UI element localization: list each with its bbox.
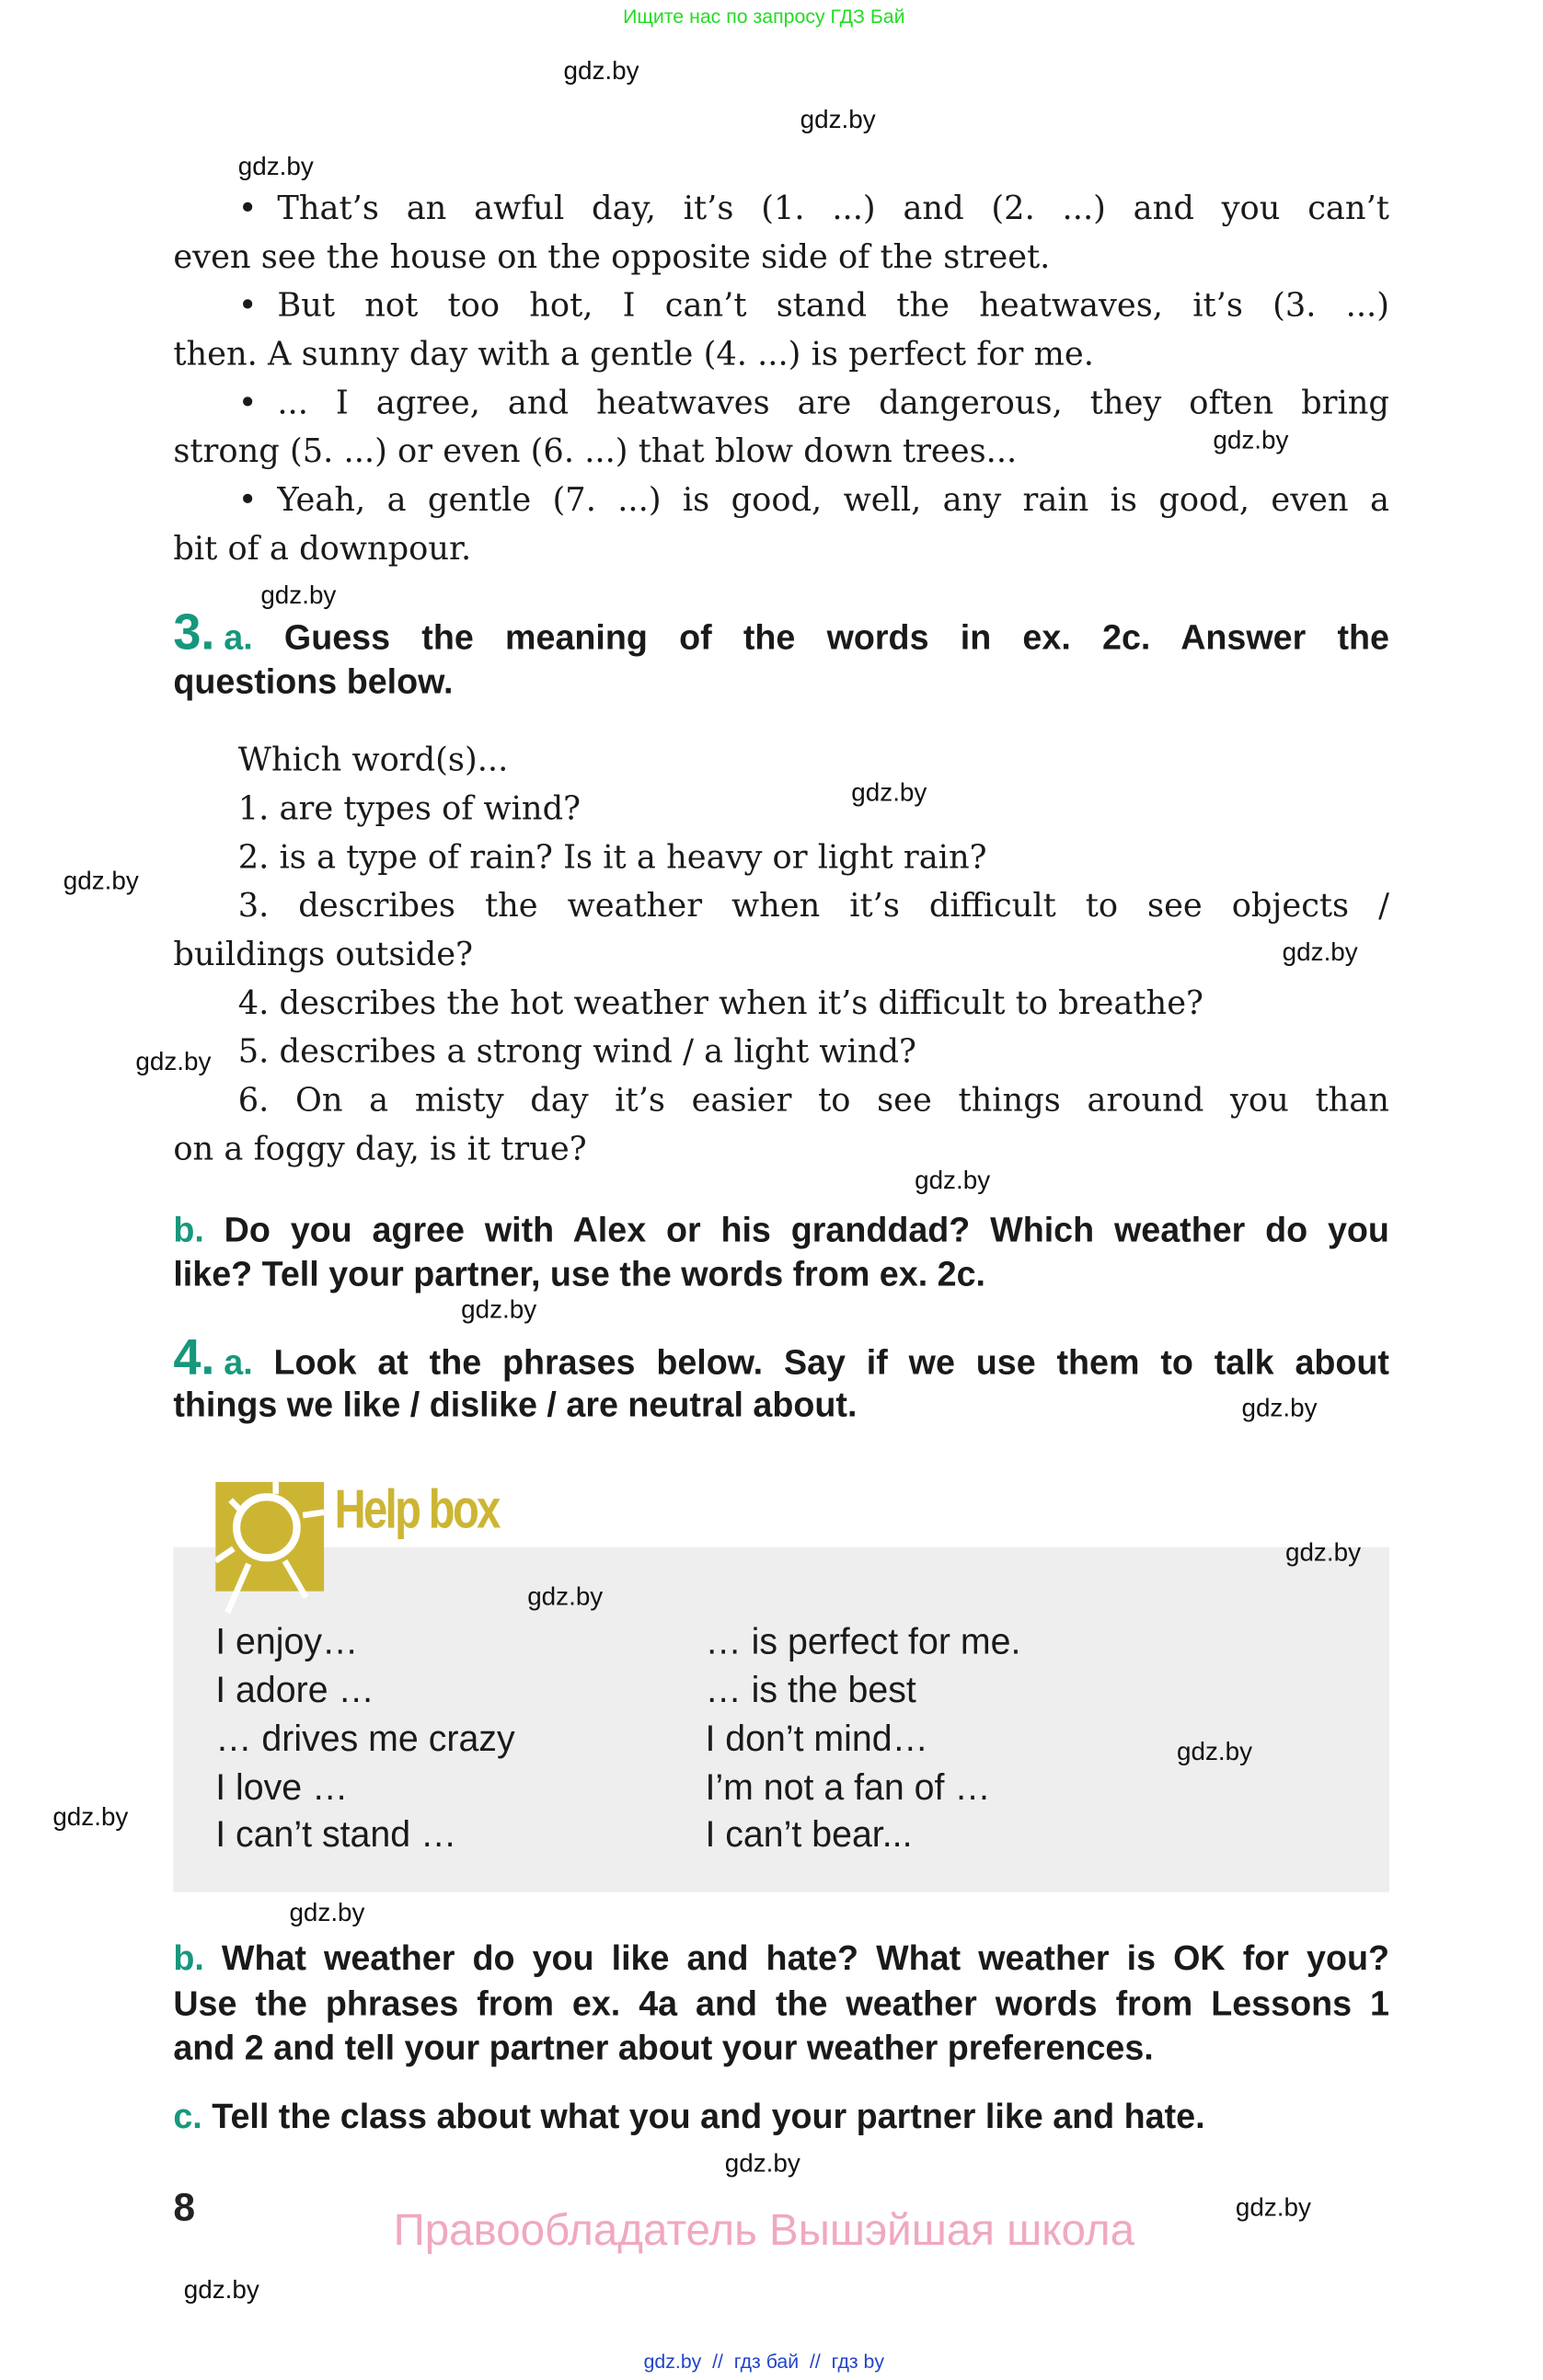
watermark: gdz.by: [183, 2275, 259, 2305]
dialogue-line: strong (5. ...) or even (6. ...) that blow down trees...: [173, 432, 1018, 472]
question: on a foggy day, is it true?: [173, 1131, 587, 1169]
watermark: gdz.by: [135, 1047, 212, 1076]
dialogue-text: Yeah, a gentle (7. ...) is good, well, any rain is good, even a: [277, 481, 1389, 520]
phrase: I can’t bear...: [705, 1814, 913, 1857]
exercise-3b: [173, 1208, 1389, 1250]
watermark: gdz.by: [915, 1166, 991, 1195]
dialogue-line: [238, 189, 1389, 231]
dialogue-text: But not too hot, I can’t stand the heatwaves, it’s (3. ...): [277, 287, 1389, 326]
question: 5. describes a strong wind / a light wind?: [237, 1033, 916, 1072]
dialogue-text: ... I agree, and heatwaves are dangerous, they often bring: [277, 384, 1389, 423]
footer-links[interactable]: gdz.by // гдз бай // гдз by: [643, 2349, 885, 2373]
phrase: … is perfect for me.: [705, 1621, 1021, 1663]
watermark: gdz.by: [563, 56, 639, 86]
dialogue-line: bit of a downpour.: [173, 530, 472, 569]
watermark: gdz.by: [63, 866, 139, 896]
phrase: I adore …: [215, 1670, 374, 1712]
question-intro: Which word(s)...: [237, 742, 509, 780]
dialogue-line: [238, 286, 1389, 328]
help-box-title: Help box: [334, 1477, 499, 1540]
exercise-4a-heading: [173, 1328, 1389, 1385]
question: 6. On a misty day it’s easier to see things around you than: [237, 1082, 1389, 1121]
dialogue-text: That’s an awful day, it’s (1. ...) and (2. ...) and you can’t: [277, 190, 1389, 228]
watermark: gdz.by: [461, 1294, 537, 1324]
exercise-3b-cont: like? Tell your partner, use the words from ex. 2c.: [173, 1253, 986, 1293]
exercise-4b-cont: and 2 and tell your partner about your weather preferences.: [173, 2027, 1154, 2067]
phrase: I don’t mind…: [705, 1719, 928, 1761]
watermark: gdz.by: [1241, 1393, 1318, 1423]
copyright-notice: Правообладатель Вышэйшая школа: [393, 2206, 1135, 2256]
question: 2. is a type of rain? Is it a heavy or light rain?: [237, 838, 987, 878]
phrase: … is the best: [705, 1670, 916, 1712]
dialogue-line: even see the house on the opposite side of the street.: [173, 238, 1051, 277]
dialogue-line: [238, 383, 1389, 425]
watermark: gdz.by: [527, 1581, 604, 1612]
sun-icon: [215, 1482, 336, 1619]
bullet-icon: •: [237, 287, 258, 326]
bullet-icon: •: [237, 481, 258, 520]
question: buildings outside?: [173, 936, 473, 974]
exercise-number: 4.: [173, 1328, 215, 1385]
phrase: I enjoy…: [215, 1621, 359, 1663]
task-text: What weather do you like and hate? What weather is OK for you?: [221, 1937, 1389, 1978]
watermark: gdz.by: [1235, 2192, 1311, 2223]
question: 1. are types of wind?: [237, 790, 582, 829]
watermark: gdz.by: [800, 104, 876, 134]
phrase: I can’t stand …: [215, 1814, 457, 1857]
task-letter: b.: [173, 1209, 204, 1249]
exercise-number: 3.: [173, 603, 215, 660]
exercise-3a-heading: [173, 603, 1389, 660]
phrase: … drives me crazy: [215, 1719, 515, 1761]
dialogue-line: then. A sunny day with a gentle (4. ...) is perfect for me.: [173, 336, 1094, 374]
page-number: 8: [173, 2183, 196, 2230]
exercise-4b: [173, 1937, 1389, 1979]
exercise-4b-cont: Use the phrases from ex. 4a and the weather words from Lessons 1: [173, 1983, 1389, 2023]
watermark: gdz.by: [724, 2148, 800, 2179]
watermark: gdz.by: [1177, 1737, 1253, 1766]
dialogue-line: [238, 480, 1389, 523]
watermark: gdz.by: [1282, 937, 1358, 967]
exercise-4a-heading-cont: things we like / dislike / are neutral about.: [173, 1384, 858, 1424]
task-letter: c.: [173, 2096, 202, 2136]
task-letter: a.: [224, 616, 253, 657]
watermark: gdz.by: [260, 581, 337, 610]
task-text: Look at the phrases below. Say if we use them to talk about: [273, 1341, 1389, 1382]
phrase: I love …: [215, 1767, 349, 1809]
phrase: I’m not a fan of …: [705, 1767, 991, 1809]
task-letter: a.: [224, 1341, 253, 1382]
bullet-icon: •: [237, 190, 258, 228]
question: 4. describes the hot weather when it’s difficult to breathe?: [237, 984, 1203, 1023]
watermark: gdz.by: [851, 777, 927, 808]
task-text: Do you agree with Alex or his granddad? Which weather do you: [224, 1209, 1389, 1249]
watermark: gdz.by: [1213, 425, 1289, 454]
question: 3. describes the weather when it’s difficult to see objects /: [237, 887, 1389, 926]
task-letter: b.: [173, 1937, 204, 1978]
search-banner[interactable]: Ищите нас по запросу ГДЗ Бай: [623, 4, 905, 28]
task-text: Guess the meaning of the words in ex. 2c. Answer the: [283, 616, 1389, 657]
watermark: gdz.by: [237, 152, 314, 181]
watermark: gdz.by: [52, 1802, 129, 1832]
exercise-3a-heading-cont: questions below.: [173, 661, 454, 701]
watermark: gdz.by: [1284, 1537, 1361, 1568]
task-text: Tell the class about what you and your partner like and hate.: [212, 2096, 1205, 2136]
exercise-4c: [173, 2094, 1204, 2136]
watermark: gdz.by: [289, 1898, 365, 1927]
bullet-icon: •: [237, 384, 258, 423]
